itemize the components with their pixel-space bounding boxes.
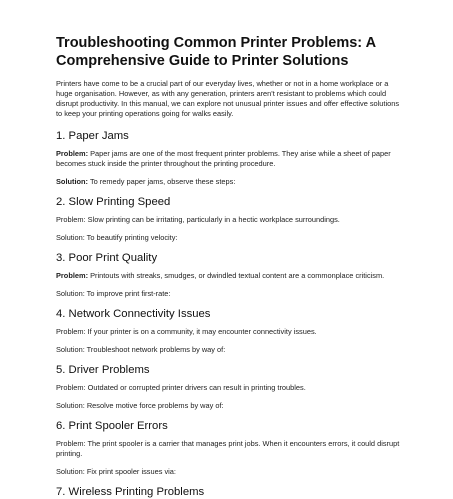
- solution-paragraph: [56, 467, 405, 477]
- solution-paragraph: [56, 345, 405, 355]
- document-title: Troubleshooting Common Printer Problems: A Comprehensive Guide to Printer Solutions: [56, 35, 376, 69]
- section-heading: 2. Slow Printing Speed: [56, 196, 171, 208]
- solution-text: Fix print spooler issues via:: [84, 467, 176, 476]
- section-heading: 6. Print Spooler Errors: [56, 420, 168, 432]
- section-heading: 4. Network Connectivity Issues: [56, 308, 211, 320]
- problem-label: Problem:: [56, 271, 89, 280]
- problem-paragraph: [56, 215, 405, 225]
- solution-label: Solution:: [56, 401, 85, 410]
- problem-paragraph: [56, 271, 405, 281]
- problem-text: If your printer is on a community, it may encounter connectivity issues.: [85, 327, 317, 336]
- intro-paragraph: Printers have come to be a crucial part of our everyday lives, whether or not in a home workplace or a huge organisation. However, as with any generation, printers aren't resistant to problems which could disrupt productivity. In this manual, we can explore not unusual printer issues and offer effective solutions to keep your printing operations going for walks easily.: [56, 79, 400, 118]
- section-print-quality: [56, 251, 405, 299]
- solution-paragraph: [56, 233, 405, 243]
- problem-text: Slow printing can be irritating, particularly in a hectic workplace surroundings.: [85, 215, 340, 224]
- solution-paragraph: [56, 289, 405, 299]
- problem-label: Problem:: [56, 327, 86, 336]
- solution-text: Resolve motive force problems by way of:: [84, 401, 224, 410]
- section-wireless: [56, 485, 405, 499]
- section-heading: 7. Wireless Printing Problems: [56, 486, 205, 498]
- problem-paragraph: [56, 439, 405, 459]
- problem-label: Problem:: [56, 383, 86, 392]
- solution-text: Troubleshoot network problems by way of:: [84, 345, 226, 354]
- problem-text: Outdated or corrupted printer drivers can result in printing troubles.: [85, 383, 306, 392]
- section-slow-printing: [56, 195, 405, 243]
- solution-label: Solution:: [56, 233, 85, 242]
- section-heading: 5. Driver Problems: [56, 364, 150, 376]
- solution-label: Solution:: [56, 177, 89, 186]
- section-paper-jams: [56, 129, 405, 187]
- section-driver: [56, 363, 405, 411]
- section-print-spooler: [56, 419, 405, 477]
- solution-label: Solution:: [56, 289, 85, 298]
- problem-text: Paper jams are one of the most frequent printer problems. They arise while a sheet of paper becomes stuck inside the printer throughout the printing procedure.: [56, 149, 391, 168]
- problem-paragraph: [56, 383, 405, 393]
- solution-text: To beautify printing velocity:: [84, 233, 178, 242]
- problem-paragraph: [56, 327, 405, 337]
- problem-label: Problem:: [56, 439, 86, 448]
- section-heading: 1. Paper Jams: [56, 130, 129, 142]
- solution-text: To remedy paper jams, observe these steps:: [88, 177, 236, 186]
- problem-label: Problem:: [56, 215, 86, 224]
- problem-text: Printouts with streaks, smudges, or dwindled textual content are a commonplace criticism.: [88, 271, 385, 280]
- section-network: [56, 307, 405, 355]
- solution-paragraph: [56, 177, 405, 187]
- solution-label: Solution:: [56, 467, 85, 476]
- solution-text: To improve print first-rate:: [84, 289, 171, 298]
- problem-paragraph: [56, 149, 405, 169]
- problem-label: Problem:: [56, 149, 89, 158]
- problem-text: The print spooler is a carrier that manages print jobs. When it encounters errors, it could disrupt printing.: [56, 439, 400, 458]
- solution-paragraph: [56, 401, 405, 411]
- section-heading: 3. Poor Print Quality: [56, 252, 158, 264]
- solution-label: Solution:: [56, 345, 85, 354]
